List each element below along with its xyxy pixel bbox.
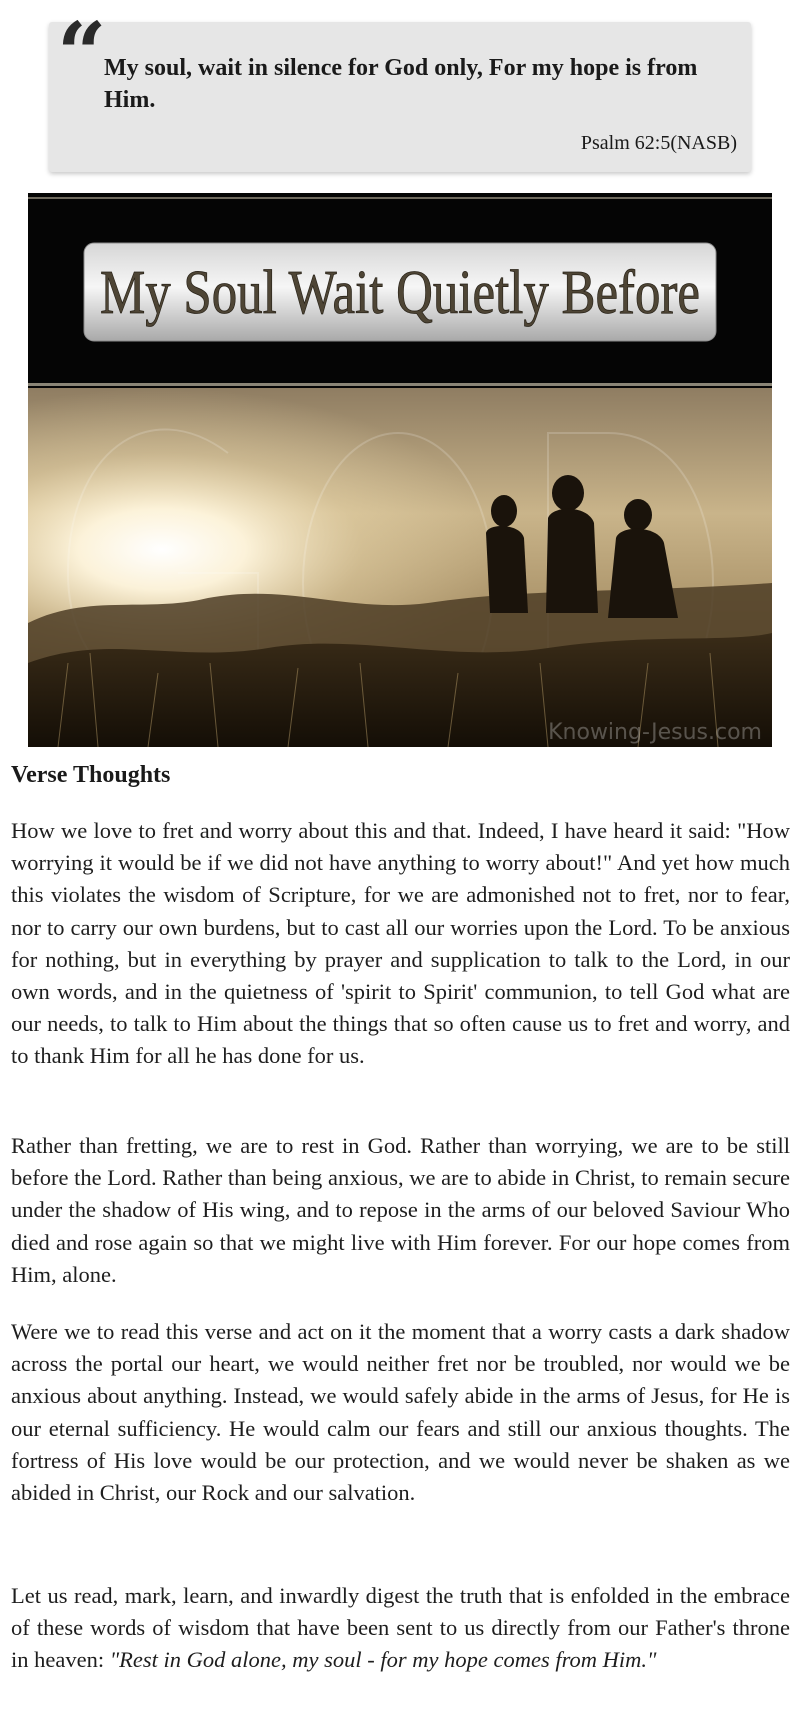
paragraph [11,1580,790,1677]
verse-quote-text: My soul, wait in silence for God only, For my hope is from Him. [104,55,698,113]
verse-image-artwork [28,193,772,747]
quote-box [49,4,751,172]
banner-title: My Soul Wait Quietly Before [100,259,700,327]
closing-verse-quote: "Rest in God alone, my soul - for my hope comes from Him." [109,1647,657,1673]
quote-mark-icon: “ [57,4,107,105]
paragraph: How we love to fret and worry about this and that. Indeed, I have heard it said: "How worrying it would be if we did not have anything to worry about!" And yet how much this violates the wisdom of Scripture, for we are admonished not to fret, nor to fear, nor to carry our own burdens, but to cast all our worries upon the Lord. To be anxious for nothing, but in everything by prayer and supplication to talk to the Lord, in our own words, and in the quietness of 'spirit to Spirit' communion, to tell God what are our needs, to talk to Him about the things that so often cause us to fret and worry, and to thank Him for all he has done for us. [11,818,790,1069]
site-watermark: Knowing-Jesus.com [548,720,762,745]
paragraph-intro-text: Let us read, mark, learn, and inwardly digest the truth that is enfolded in the embrace of these words of wisdom that have been sent to us directly from our Father's throne in heaven: [11,1583,790,1673]
verse-image [28,193,772,747]
verse-reference: Psalm 62:5(NASB) [580,132,737,154]
paragraph: Were we to read this verse and act on it the moment that a worry casts a dark shadow across the portal our heart, we would neither fret nor be troubled, nor would we be anxious about anything. Instead, we would safely abide in the arms of Jesus, for He is our eternal sufficiency. He would calm our fears and still our anxious thoughts. The fortress of His love would be our protection, and we would never be shaken as we abided in Christ, our Rock and our salvation. [11,1319,790,1506]
verse-thoughts-heading: Verse Thoughts [11,762,171,788]
paragraph: Rather than fretting, we are to rest in God. Rather than worrying, we are to be still before the Lord. Rather than being anxious, we are to abide in Christ, to remain secure under the shadow of His wing, and to repose in the arms of our beloved Saviour Who died and rose again so that we might live with Him forever. For our hope comes from Him, alone. [11,1133,790,1287]
